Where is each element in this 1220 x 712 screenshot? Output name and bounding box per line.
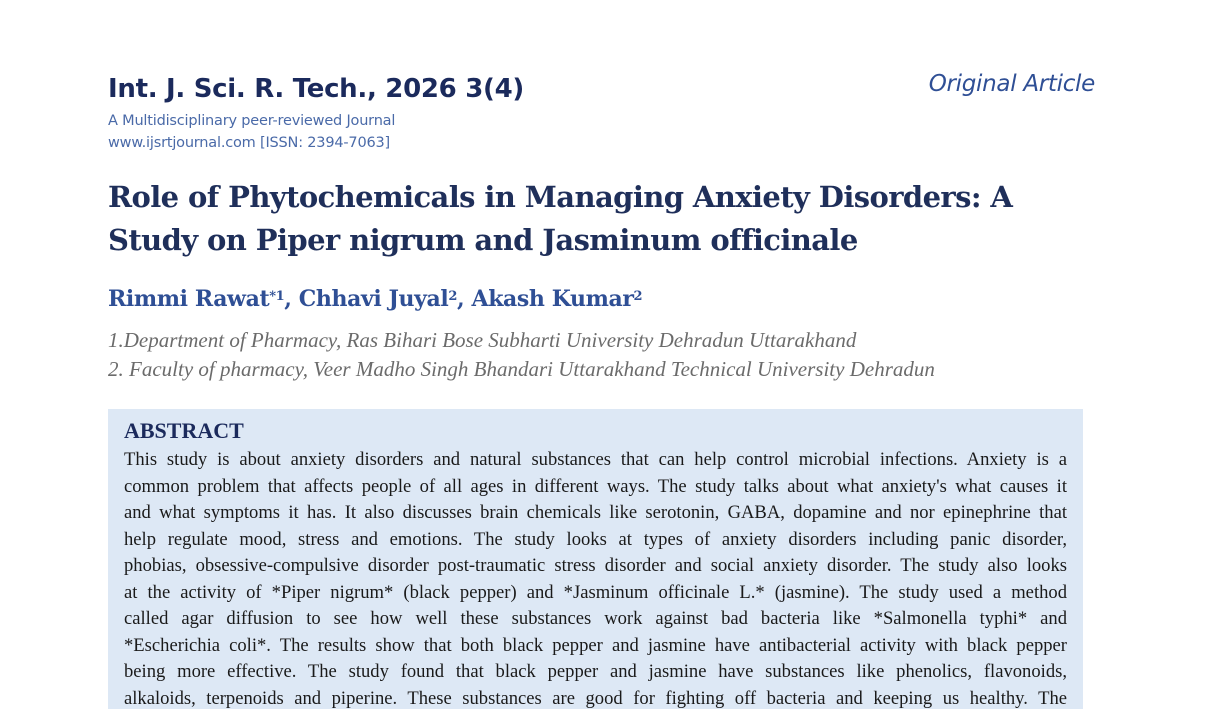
author-mark: 2 bbox=[448, 289, 457, 304]
paper-title: Role of Phytochemicals in Managing Anxiety Disorders: A Study on Piper nigrum and Jasminum officinale bbox=[108, 176, 1088, 262]
author-mark: *1 bbox=[269, 289, 284, 304]
article-type-label: Original Article bbox=[929, 71, 1095, 97]
abstract-line: alkaloids, terpenoids and piperine. These substances are good for fighting off bacteria and keeping us healthy. The bbox=[124, 686, 1067, 712]
affiliation-1: 1.Department of Pharmacy, Ras Bihari Bose Subharti University Dehradun Uttarakhand bbox=[108, 328, 856, 353]
author-separator: , bbox=[457, 286, 472, 312]
abstract-section bbox=[108, 409, 1083, 709]
abstract-line: called agar diffusion to see how well these substances work against bad bacteria like *Salmonella typhi* and bbox=[124, 606, 1067, 633]
abstract-line: at the activity of *Piper nigrum* (black pepper) and *Jasminum officinale L.* (jasmine). The study used a method bbox=[124, 580, 1067, 607]
abstract-line: and what symptoms it has. It also discusses brain chemicals like serotonin, GABA, dopamine and nor epinephrine that bbox=[124, 500, 1067, 527]
affiliation-2: 2. Faculty of pharmacy, Veer Madho Singh Bhandari Uttarakhand Technical University Dehradun bbox=[108, 357, 935, 382]
abstract-line: common problem that affects people of all ages in different ways. The study talks about what anxiety's what causes it bbox=[124, 474, 1067, 501]
abstract-line: being more effective. The study found that black pepper and jasmine have substances like phenolics, flavonoids, bbox=[124, 659, 1067, 686]
abstract-line: phobias, obsessive-compulsive disorder post-traumatic stress disorder and social anxiety disorder. The study also looks bbox=[124, 553, 1067, 580]
abstract-line: help regulate mood, stress and emotions. The study looks at types of anxiety disorders including panic disorder, bbox=[124, 527, 1067, 554]
author-name: Rimmi Rawat bbox=[108, 286, 269, 312]
author-list bbox=[108, 286, 642, 312]
journal-website-issn: www.ijsrtjournal.com [ISSN: 2394-7063] bbox=[108, 135, 390, 151]
author-separator: , bbox=[284, 286, 299, 312]
author-mark: 2 bbox=[634, 289, 643, 304]
author-name: Akash Kumar bbox=[472, 286, 634, 312]
abstract-line: This study is about anxiety disorders and natural substances that can help control microbial infections. Anxiety is a bbox=[124, 447, 1067, 474]
abstract-line: *Escherichia coli*. The results show that both black pepper and jasmine have antibacterial activity with black pepper bbox=[124, 633, 1067, 660]
abstract-body bbox=[124, 447, 1067, 712]
author-name: Chhavi Juyal bbox=[299, 286, 449, 312]
journal-subtitle: A Multidisciplinary peer-reviewed Journal bbox=[108, 113, 395, 129]
abstract-heading: ABSTRACT bbox=[124, 418, 244, 444]
journal-title: Int. J. Sci. R. Tech., 2026 3(4) bbox=[108, 74, 524, 104]
